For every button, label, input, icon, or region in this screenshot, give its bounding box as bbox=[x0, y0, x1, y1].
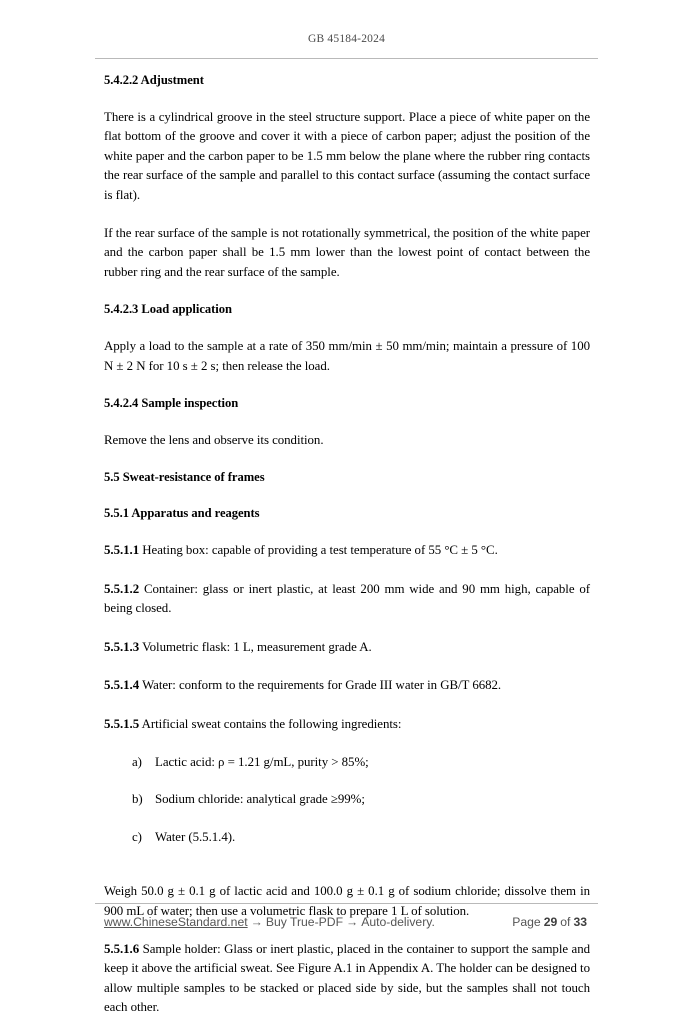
block-spacer bbox=[104, 205, 590, 224]
page-footer bbox=[104, 915, 590, 929]
footer-page-total: 33 bbox=[573, 915, 587, 929]
block-spacer bbox=[104, 865, 590, 882]
footer-divider bbox=[95, 903, 598, 904]
list-item-label: Lactic acid: ρ = 1.21 g/mL, purity > 85%; bbox=[155, 754, 369, 769]
paragraph-5-5-1-3-volumetric-flask-number: 5.5.1.3 bbox=[104, 639, 140, 654]
list-item bbox=[104, 753, 590, 772]
heading-5-4-2-2: 5.4.2.2 Adjustment bbox=[104, 73, 204, 87]
paragraph-5-5-1-4-water-text: Water: conform to the requirements for Grade III water in GB/T 6682. bbox=[142, 678, 502, 693]
block-spacer bbox=[104, 522, 590, 541]
paragraph-5-5-1-4-water-number: 5.5.1.4 bbox=[104, 678, 140, 693]
block-spacer bbox=[104, 282, 590, 301]
block-spacer bbox=[104, 89, 590, 108]
block-spacer bbox=[104, 619, 590, 638]
paragraph-5-5-1-1-heating-box-text: Heating box: capable of providing a test temperature of 55 °C ± 5 °C. bbox=[142, 543, 498, 558]
block-spacer bbox=[104, 450, 590, 469]
list-item-marker: a) bbox=[132, 754, 142, 769]
block-spacer bbox=[104, 657, 590, 676]
heading-5-5: 5.5 Sweat-resistance of frames bbox=[104, 470, 265, 485]
footer-arrow-icon-1: → bbox=[250, 915, 263, 929]
paragraph-5-5-1-2-container-number: 5.5.1.2 bbox=[104, 581, 140, 596]
block-spacer bbox=[104, 376, 590, 395]
footer-page-indicator bbox=[512, 915, 590, 929]
paragraph-5-5-1-6-sample-holder-number: 5.5.1.6 bbox=[104, 941, 140, 956]
paragraph-5-5-1-5-artificial-sweat-text: Artificial sweat contains the following ingredients: bbox=[141, 716, 402, 731]
heading-5-4-2-3: 5.4.2.3 Load application bbox=[104, 302, 232, 317]
header-divider bbox=[95, 58, 598, 59]
footer-buy-text: Buy True-PDF bbox=[265, 915, 344, 929]
paragraph-non-rotational-symmetry: If the rear surface of the sample is not rotationally symmetrical, the position of the white paper and the carbon paper shall be 1.5 mm lower than the lowest point of contact between the rubber ring and the rear surface of the sample. bbox=[104, 226, 590, 279]
paragraph-5-5-1-5-artificial-sweat bbox=[104, 715, 590, 734]
footer-delivery-text: Auto-delivery. bbox=[361, 915, 435, 929]
paragraph-5-5-1-2-container-text: Container: glass or inert plastic, at least 200 mm wide and 90 mm high, capable of being closed. bbox=[104, 581, 590, 616]
footer-page-label: Page bbox=[512, 915, 541, 929]
footer-site-link[interactable]: www.ChineseStandard.net bbox=[104, 915, 248, 929]
block-spacer bbox=[104, 734, 590, 753]
heading-5-4-2-4: 5.4.2.4 Sample inspection bbox=[104, 396, 239, 411]
paragraph-5-5-1-5-artificial-sweat-number: 5.5.1.5 bbox=[104, 716, 140, 731]
list-item-label: Water (5.5.1.4). bbox=[155, 829, 236, 844]
paragraph-groove-adjustment: There is a cylindrical groove in the steel structure support. Place a piece of white paper on the flat bottom of the groove and cover it with a piece of carbon paper; adjust the position of the white paper and the carbon paper to be 1.5 mm below the plane where the rubber ring contacts the rear surface of the sample and parallel to this contact surface (assuming the contact surface is flat). bbox=[104, 110, 590, 202]
block-spacer bbox=[104, 696, 590, 715]
footer-arrow-icon-2: → bbox=[346, 915, 359, 929]
paragraph-5-5-1-6-sample-holder-text: Sample holder: Glass or inert plastic, placed in the container to support the sample and keep it above the artificial sweat. See Figure A.1 in Appendix A. The holder can be designed to allow multiple samples to be stacked or placed side by side, but the samples shall not touch each other. bbox=[104, 941, 590, 1015]
list-item bbox=[104, 790, 590, 809]
list-artificial-sweat-ingredients bbox=[104, 753, 590, 847]
paragraph-sweat-preparation: Weigh 50.0 g ± 0.1 g of lactic acid and 100.0 g ± 0.1 g of sodium chloride; dissolve them in 900 mL of water; then use a volumetric flask to prepare 1 L of solution. bbox=[104, 884, 590, 918]
paragraph-5-5-1-3-volumetric-flask-text: Volumetric flask: 1 L, measurement grade A. bbox=[142, 639, 372, 654]
footer-of-label: of bbox=[560, 915, 571, 929]
document-body bbox=[104, 72, 590, 1018]
footer-promo-text bbox=[104, 915, 435, 929]
paragraph-5-5-1-2-container bbox=[104, 580, 590, 619]
list-item-label: Sodium chloride: analytical grade ≥99%; bbox=[155, 792, 365, 807]
paragraph-5-5-1-6-sample-holder bbox=[104, 940, 590, 1018]
paragraph-sample-inspection: Remove the lens and observe its condition. bbox=[104, 433, 324, 448]
paragraph-5-5-1-3-volumetric-flask bbox=[104, 638, 590, 657]
paragraph-5-5-1-4-water bbox=[104, 676, 590, 695]
list-item-marker: c) bbox=[132, 829, 142, 844]
heading-5-5-1: 5.5.1 Apparatus and reagents bbox=[104, 506, 260, 521]
block-spacer bbox=[104, 318, 590, 337]
page-header-standard-code: GB 45184-2024 bbox=[307, 33, 386, 45]
block-spacer bbox=[104, 486, 590, 505]
footer-page-number: 29 bbox=[543, 915, 558, 929]
paragraph-load-application: Apply a load to the sample at a rate of 350 mm/min ± 50 mm/min; maintain a pressure of 100 N ± 2 N for 10 s ± 2 s; then release the load. bbox=[104, 339, 590, 373]
paragraph-5-5-1-1-heating-box bbox=[104, 541, 590, 560]
list-item bbox=[104, 828, 590, 847]
paragraph-5-5-1-1-heating-box-number: 5.5.1.1 bbox=[104, 543, 140, 558]
block-spacer bbox=[104, 561, 590, 580]
list-item-marker: b) bbox=[132, 792, 143, 807]
block-spacer bbox=[104, 412, 590, 431]
